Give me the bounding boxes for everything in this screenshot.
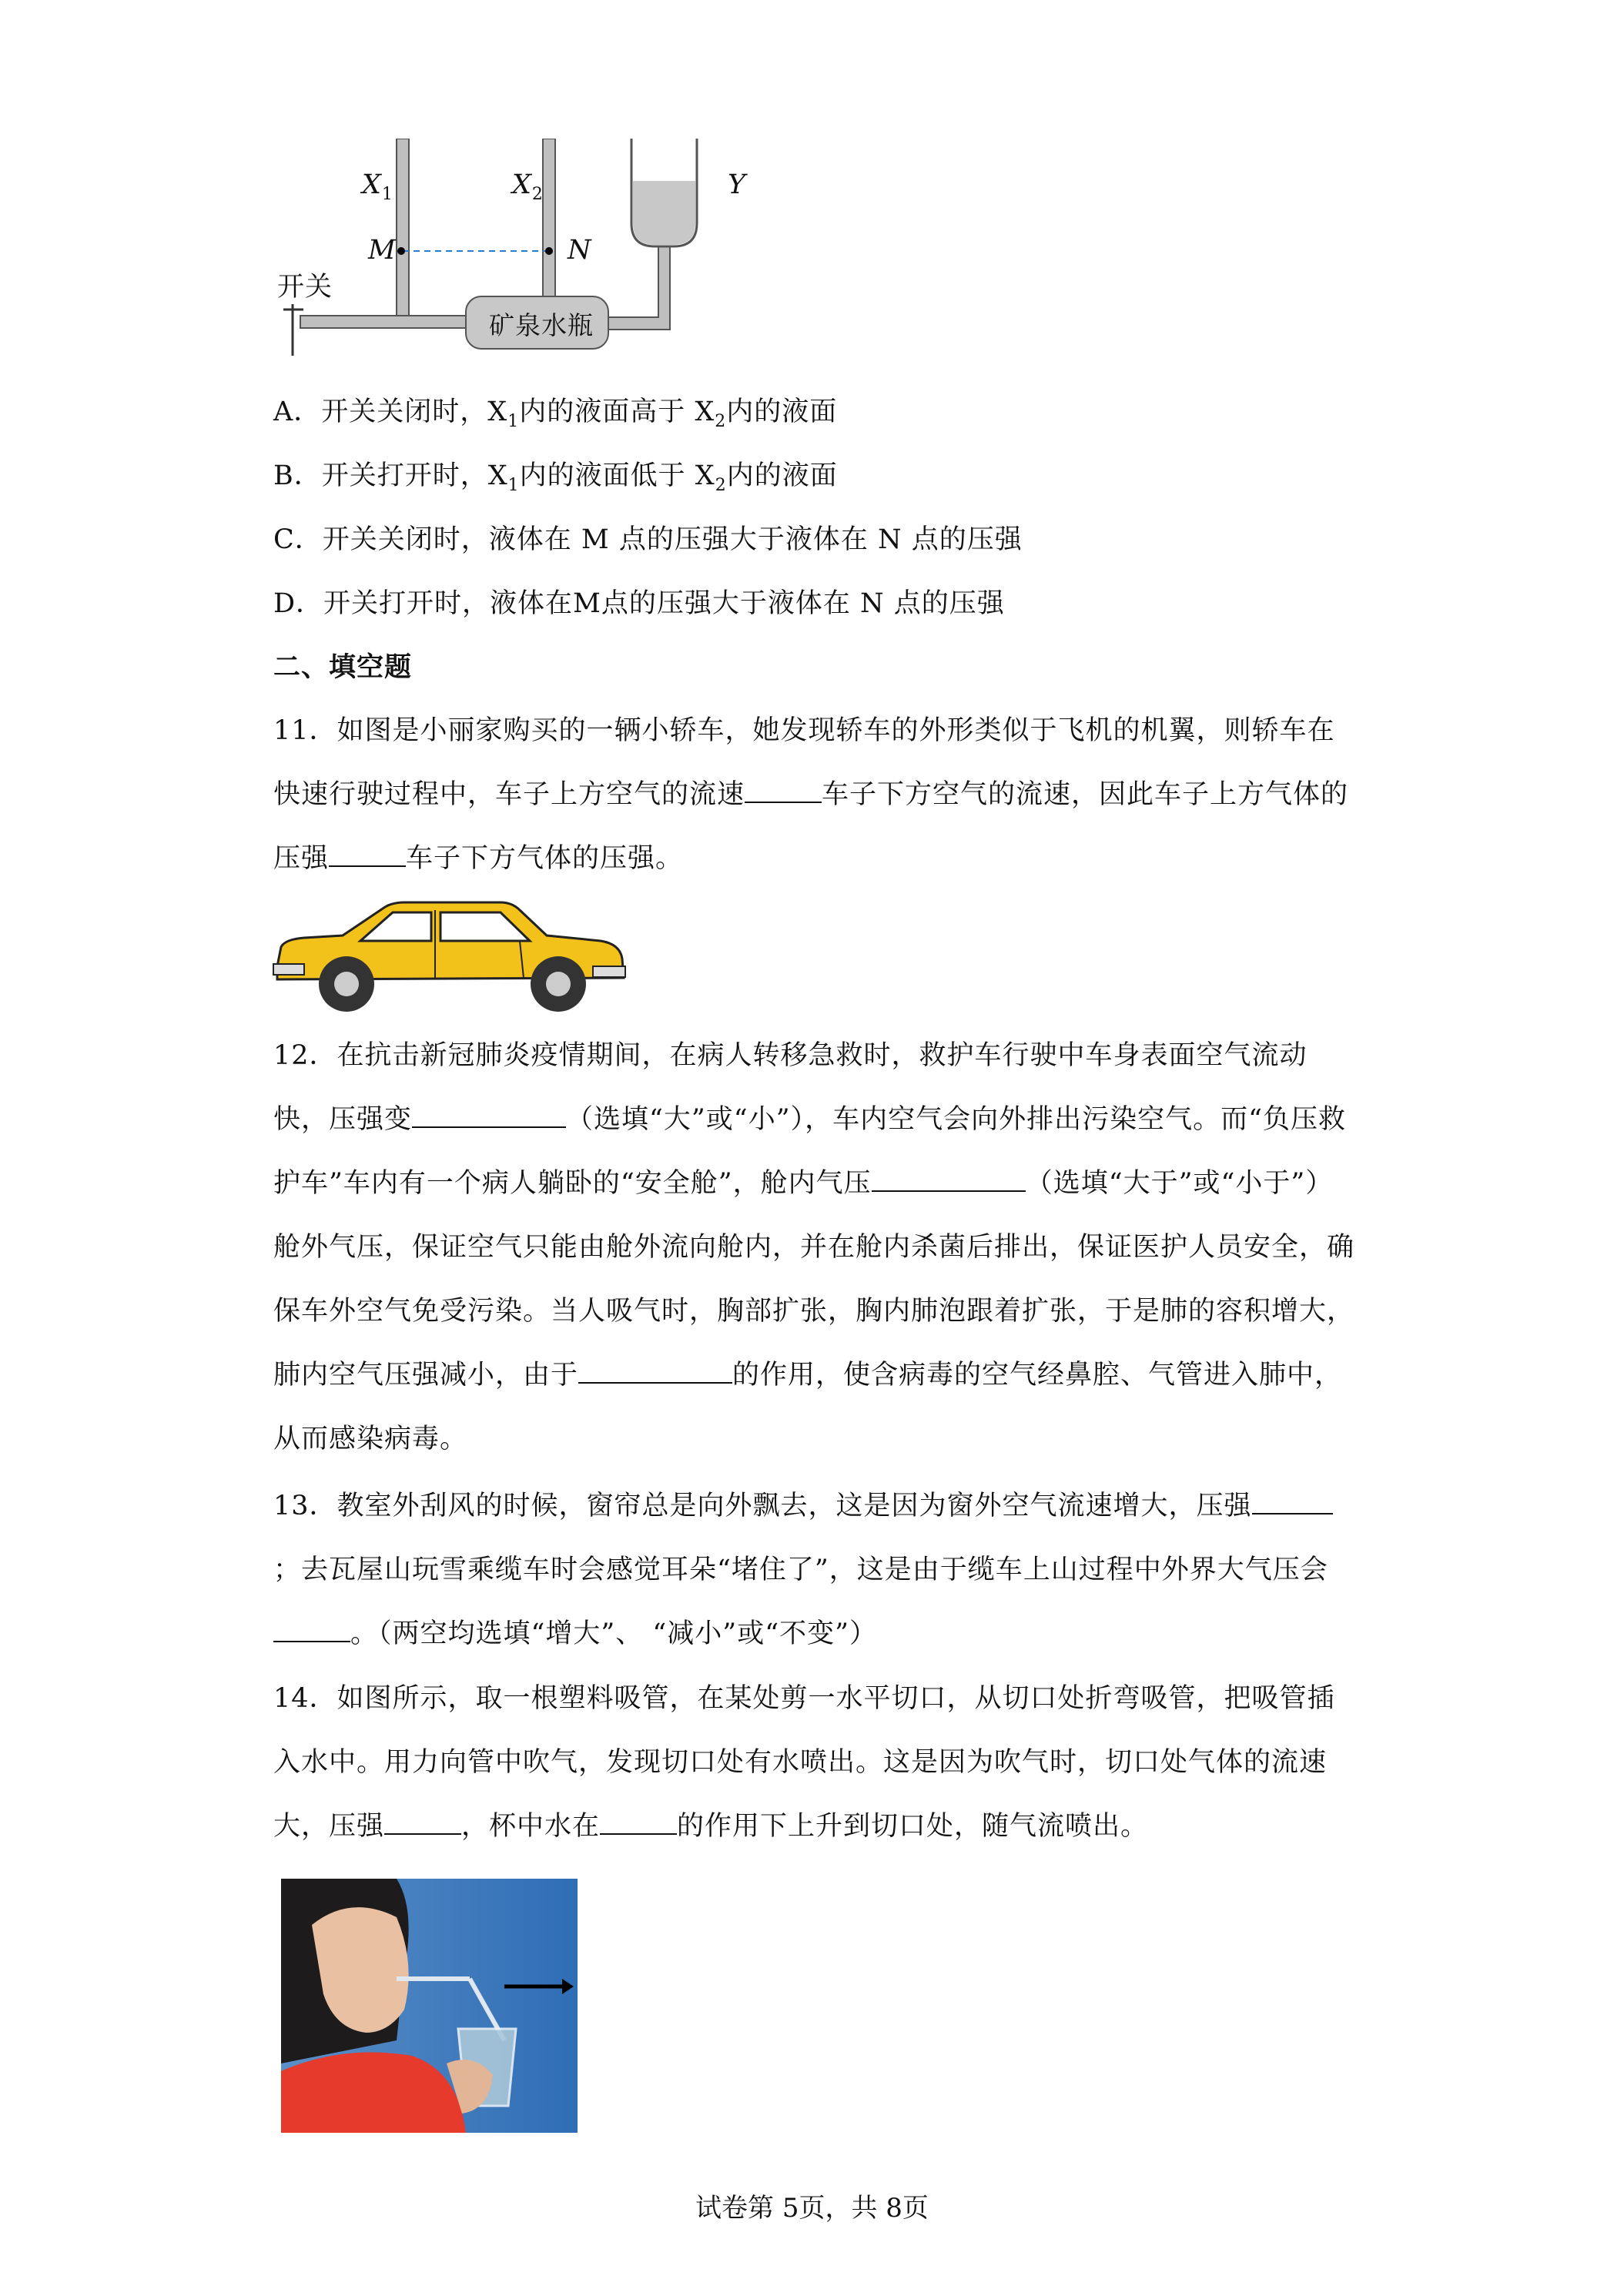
option-b: B．开关打开时，$X_1$内的液面低于 $X_2$内的液面 [273,460,838,495]
blank[interactable] [384,1810,461,1835]
question-14: 14．如图所示，取一根塑料吸管，在某处剪一水平切口，从切口处折弯吸管，把吸管插入水中。用力向管中吹气，发现切口处有水喷出。这是因为吹气时，切口处气体的流速大，压强 ，杯中水在 的作用下上升到切口处，随气流喷出。 [273,1683,1335,1842]
straw-photo [281,1879,578,2133]
car-image [270,893,631,1016]
label-y: Y [728,169,747,200]
page-footer: 试卷第 5页，共 8页 [695,2193,929,2224]
blank[interactable] [745,778,822,803]
section-title: 二、填空题 [273,651,413,683]
label-m: M [368,235,397,266]
label-bottle: 矿泉水瓶 [489,310,594,340]
option-d: D．开关打开时，液体在M点的压强大于液体在 N 点的压强 [273,588,1005,619]
blank[interactable] [872,1167,1026,1192]
blank[interactable] [412,1103,566,1128]
blank[interactable] [578,1359,732,1384]
label-switch: 开关 [277,272,333,303]
label-n: N [568,235,592,266]
question-12: 12．在抗击新冠肺炎疫情期间，在病人转移急救时，救护车行驶中车身表面空气流动快，压强变 （选填“大”或“小”），车内空气会向外排出污染空气。而“负压救护车”车内有一个病人躺卧的“安全舱”，舱内气压 （选填“大于”或“小于”）舱外气压，保证空气只能由舱外流向舱内，并在舱内杀菌后排出，保证医护人员安全，确保车外空气免受污染。当人吸气时，胸部扩张，胸内肺泡跟着扩张，于是肺的容积增大，肺内空气压强减小，由于 的作用，使含病毒的空气经鼻腔、气管进入肺中，从而感染病毒。 [273,1040,1355,1454]
question-11: 11．如图是小丽家购买的一辆小轿车，她发现轿车的外形类似于飞机的机翼，则轿车在快速行驶过程中，车子上方空气的流速 车子下方空气的流速，因此车子上方气体的压强 车子下方气体的压强。 [273,715,1349,874]
option-c: C．开关关闭时，液体在 M 点的压强大于液体在 N 点的压强 [273,524,1023,555]
blank[interactable] [273,1618,350,1642]
blank[interactable] [329,842,406,867]
label-x2: $X_2$ [512,169,544,204]
blank[interactable] [1252,1490,1333,1514]
question-13: 13．教室外刮风的时候，窗帘总是向外飘去，这是因为窗外空气流速增大，压强；去瓦屋山玩雪乘缆车时会感觉耳朵“堵住了”，这是由于缆车上山过程中外界大气压会。（两空均选填“增大”、 “减小”或“不变”） [273,1474,1359,1666]
blank[interactable] [600,1810,677,1835]
label-x1: $X_1$ [362,169,393,204]
option-a: A．开关关闭时，$X_1$内的液面高于 $X_2$内的液面 [273,397,838,431]
